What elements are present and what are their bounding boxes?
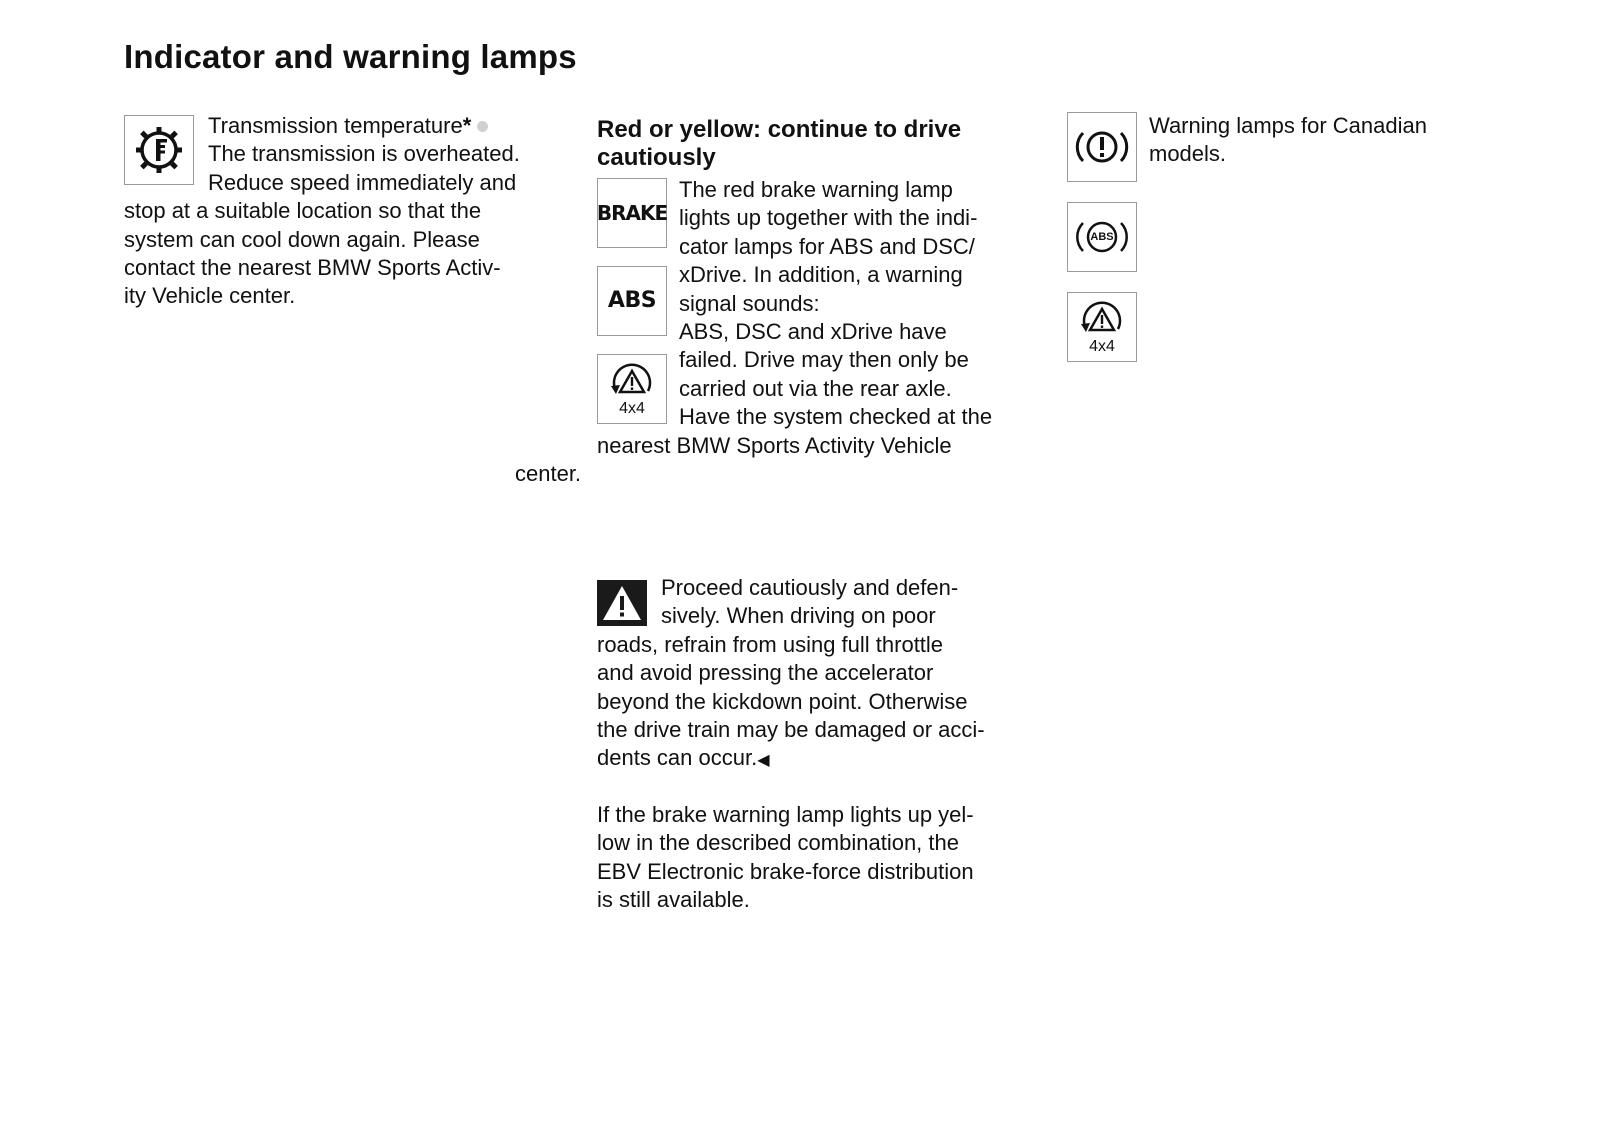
brake-circle-exclamation-icon [1067, 112, 1137, 182]
transmission-line: ity Vehicle center. [124, 283, 296, 309]
caution-line: roads, refrain from using full throttle [597, 631, 944, 657]
ebv-note [597, 801, 1057, 915]
red-yellow-line: failed. Drive may then only be [679, 347, 969, 373]
section-heading [597, 116, 1049, 172]
abs-lamp-label: ABS [607, 287, 657, 313]
red-yellow-line: ABS, DSC and xDrive have [679, 319, 947, 345]
transmission-line: The transmission is overheated. [208, 141, 520, 167]
optional-equipment-asterisk: * [462, 113, 472, 138]
ebv-line: If the brake warning lamp lights up yel- [597, 802, 974, 827]
transmission-temperature-icon [124, 115, 194, 185]
caution-line: Proceed cautiously and defen- [661, 575, 959, 600]
red-yellow-line: nearest BMW Sports Activity Vehicle [597, 432, 952, 458]
warning-triangle-icon [597, 580, 647, 626]
red-yellow-line: carried out via the rear axle. [679, 375, 952, 401]
ebv-line: is still available. [597, 887, 750, 913]
end-mark-icon: ◀ [757, 752, 770, 770]
red-yellow-line: cator lamps for ABS and DSC/ [679, 233, 975, 259]
section-heading-line: cautiously [597, 144, 716, 171]
transmission-line: contact the nearest BMW Sports Activ- [124, 255, 501, 281]
brake-lamp-icon [597, 178, 667, 248]
caution-line: the drive train may be damaged or acci- [597, 717, 985, 743]
canadian-section [1067, 112, 1497, 382]
canadian-lamp-icon-stack [1067, 112, 1137, 382]
red-yellow-line: lights up together with the indi- [679, 205, 978, 231]
canadian-line: Warning lamps for Canadian [1149, 113, 1427, 138]
transmission-section [124, 112, 579, 311]
abs-lamp-icon [597, 266, 667, 336]
red-yellow-line: signal sounds: [679, 290, 820, 316]
red-yellow-line: The red brake warning lamp [679, 177, 953, 202]
xdrive-4x4-icon [1067, 292, 1137, 362]
transmission-line: Reduce speed immediately and [208, 169, 517, 195]
transmission-line: system can cool down again. Please [124, 226, 480, 252]
red-yellow-line: Have the system checked at the [679, 404, 993, 430]
caution-line: dents can occur. [597, 745, 758, 771]
transmission-line: stop at a suitable location so that the [124, 198, 482, 224]
brake-lamp-label: BRAKE [596, 200, 668, 225]
transmission-heading: Transmission temperature [208, 113, 463, 138]
xdrive-4x4-label: 4x4 [1089, 338, 1115, 355]
caution-line: sively. When driving on poor [661, 603, 936, 629]
xdrive-4x4-icon [597, 354, 667, 424]
xdrive-warning-icon [606, 361, 658, 401]
lamp-icon-stack [597, 178, 667, 442]
xdrive-4x4-label: 4x4 [619, 400, 645, 417]
canadian-line: models. [1149, 141, 1227, 167]
caution-note [597, 574, 1057, 776]
abs-circle-label: ABS [1090, 230, 1114, 243]
ebv-line: low in the described combination, the [597, 830, 959, 856]
red-yellow-line: xDrive. In addition, a warning [679, 262, 963, 288]
page-title: Indicator and warning lamps [124, 38, 577, 75]
red-yellow-line: center. [515, 461, 582, 487]
abs-circle-icon [1067, 202, 1137, 272]
section-heading-line: Red or yellow: continue to drive [597, 116, 962, 143]
caution-line: and avoid pressing the accelerator [597, 660, 934, 686]
red-yellow-section [515, 112, 1049, 488]
indicator-dot-icon [477, 121, 488, 132]
ebv-line: EBV Electronic brake-force distribution [597, 858, 974, 884]
xdrive-warning-icon [1076, 299, 1128, 339]
caution-line: beyond the kickdown point. Otherwise [597, 688, 968, 714]
